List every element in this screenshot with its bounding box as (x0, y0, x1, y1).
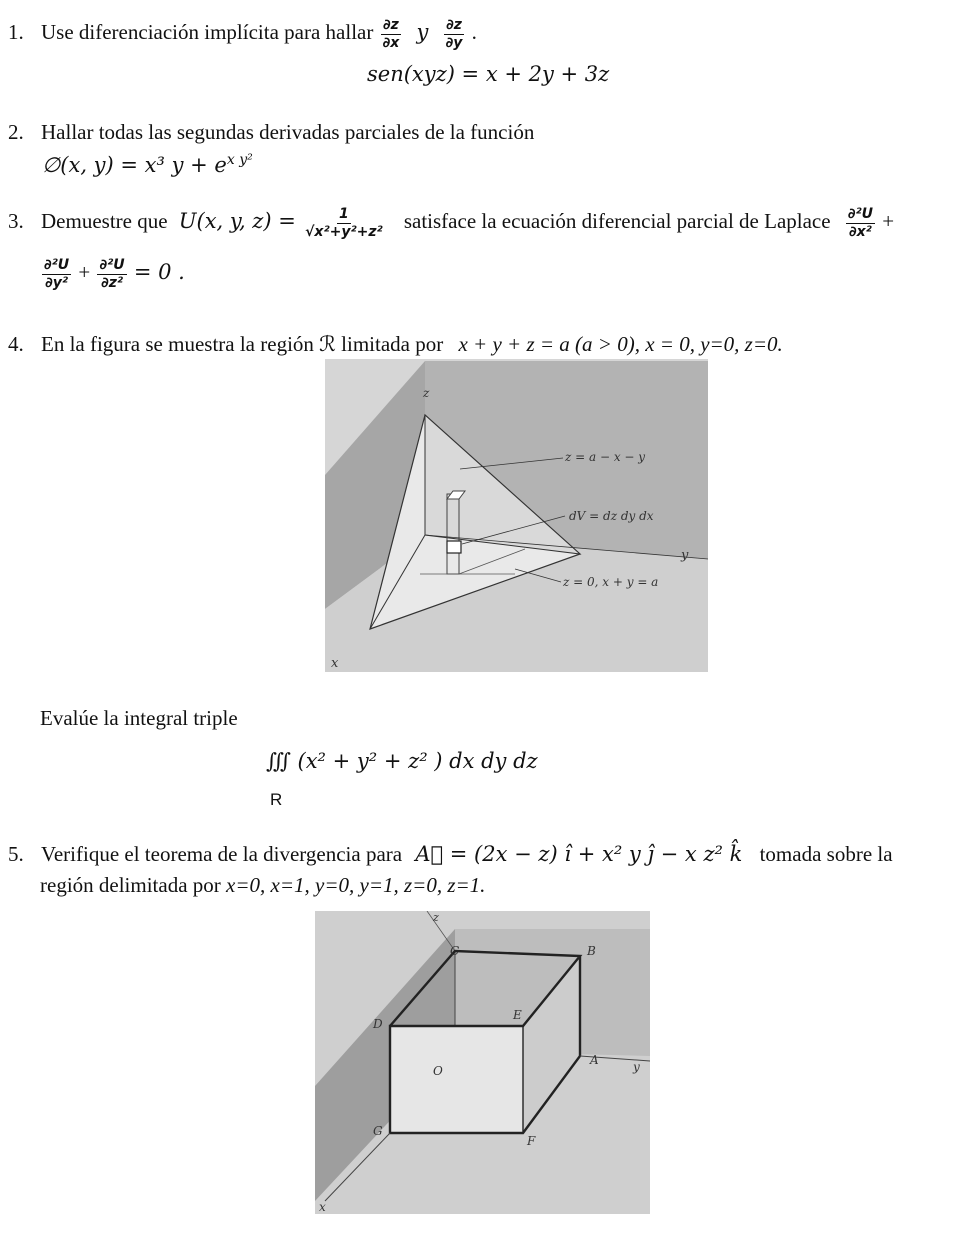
equals-zero: = 0 . (133, 260, 185, 284)
vertex-e: E (513, 1008, 522, 1022)
x-axis-label: x (319, 1200, 326, 1214)
u-definition: U(x, y, z) = (178, 209, 296, 233)
conjunction-y: y (416, 20, 429, 44)
problem-2 (8, 120, 534, 145)
d2u-dy2: $\frac{\text{∂²U}}{\text{∂y²}}$ (44, 257, 70, 291)
problem-3-number: 3. (8, 209, 24, 233)
problem-4-number: 4. (8, 332, 24, 356)
period: . (471, 20, 477, 44)
evaluate-text: Evalúe la integral triple (40, 706, 238, 730)
vertex-c: C (450, 944, 460, 958)
plus-sign: + (78, 260, 91, 284)
problem-5-line2 (40, 873, 485, 898)
problem-5-number: 5. (8, 842, 24, 866)
problem-1-number: 1. (8, 20, 24, 44)
u-fraction: $\frac{1}{\text{√x²+y²+z²}}$ (305, 206, 383, 240)
integral-region: R (270, 790, 283, 809)
problem-4-text: En la figura se muestra la región ℛ limitada por (41, 332, 444, 356)
cube-diagram (315, 911, 650, 1214)
problem-3 (8, 207, 894, 239)
vertex-a: A (590, 1053, 599, 1067)
z-axis-label: z (433, 911, 439, 924)
vertex-f: F (527, 1134, 536, 1148)
problem-2-number: 2. (8, 120, 24, 144)
vertex-g: G (373, 1124, 383, 1138)
problem-3-text: Demuestre que (41, 209, 168, 233)
dv-label: dV = dz dy dx (569, 509, 654, 523)
volume-element (447, 541, 461, 553)
front-face (390, 1026, 523, 1133)
problem-5-text1: Verifique el teorema de la divergencia para (41, 842, 403, 866)
cube-figure (315, 911, 650, 1214)
triple-integral: ∭ (x² + y² + z² ) dx dy dz (266, 749, 538, 773)
d2u-dz2: $\frac{\text{∂²U}}{\text{∂z²}}$ (99, 257, 125, 291)
problem-1 (8, 18, 477, 50)
problem-3-text2: satisface la ecuación diferencial parcial de Laplace (403, 209, 831, 233)
base-line-label: z = 0, x + y = a (563, 575, 659, 589)
origin-o: O (433, 1064, 443, 1078)
x-axis-label: x (331, 656, 339, 671)
vector-field: A⃗ = (2x − z) î + x² y ĵ − x z² k̂ (415, 842, 743, 866)
tetrahedron-figure (325, 359, 708, 672)
partial-z-x: $\frac{\partial z}{\partial x}$ (382, 17, 400, 51)
problem-1-text: Use diferenciación implícita para hallar (41, 20, 374, 44)
laplace-continuation (40, 258, 185, 290)
y-axis-label: y (681, 548, 689, 563)
vertex-b: B (587, 944, 596, 958)
problem-2-text: Hallar todas las segundas derivadas parciales de la función (41, 120, 535, 144)
plus-sign: + (882, 209, 895, 233)
d2u-dx2: $\frac{\text{∂²U}}{\text{∂x²}}$ (847, 206, 873, 240)
problem-5-text3: región delimitada por (40, 873, 221, 897)
problem-4 (8, 332, 783, 357)
z-axis-label: z (423, 386, 430, 400)
problem-1-equation: sen(xyz) = x + 2y + 3z (367, 62, 610, 86)
region-bounds: x=0, x=1, y=0, y=1, z=0, z=1. (226, 873, 486, 897)
vertex-d: D (373, 1017, 383, 1031)
problem-2-function: ∅(x, y) = x³ $y + e^{x y^2}$ (42, 152, 253, 177)
partial-z-y: $\frac{\partial z}{\partial y}$ (445, 17, 463, 51)
plane-label: z = a − x − y (565, 450, 646, 464)
region-conditions: x + y + z = a (a > 0), x = 0, y=0, z=0. (458, 332, 783, 356)
problem-5-text2: tomada sobre la (759, 842, 893, 866)
y-axis-label: y (633, 1060, 640, 1074)
problem-5 (8, 842, 893, 867)
tetrahedron-diagram (325, 359, 708, 672)
